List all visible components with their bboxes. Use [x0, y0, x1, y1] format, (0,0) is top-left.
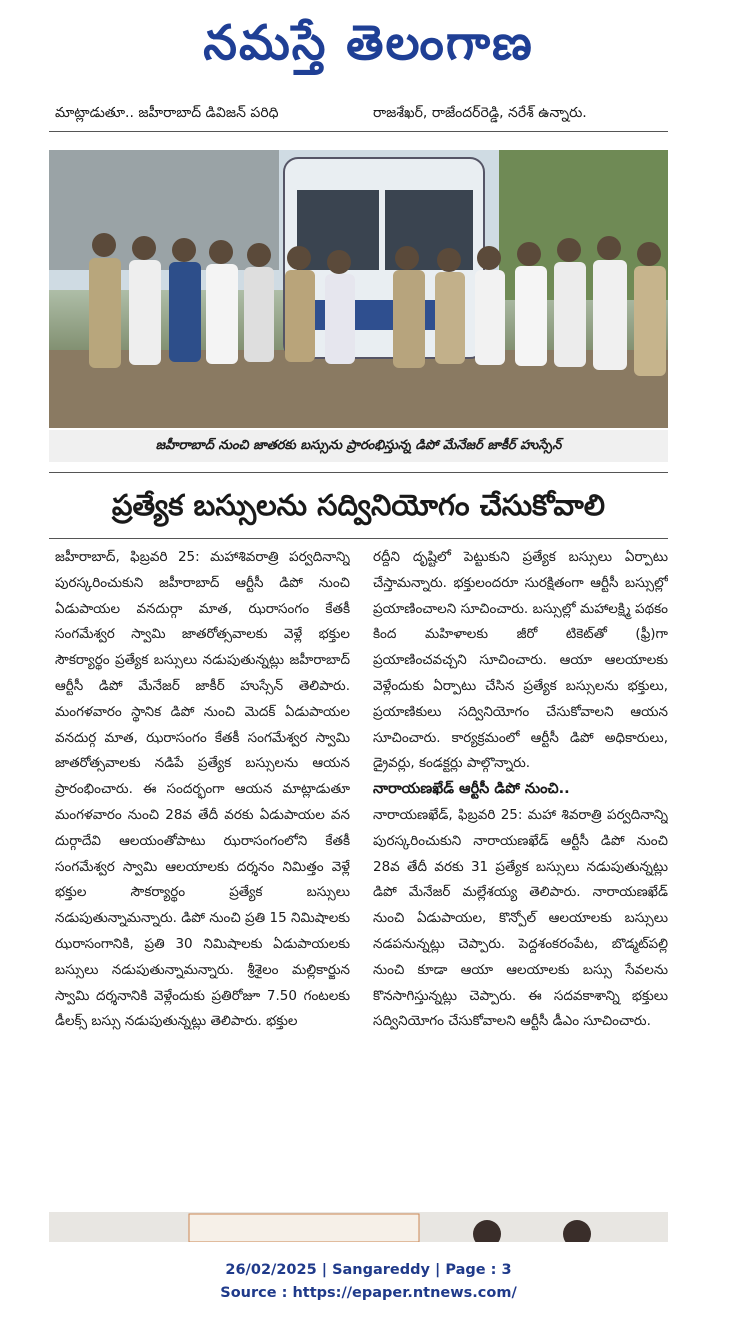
photo-caption: జహీరాబాద్ నుంచి జాతరకు బస్సును ప్రారంభిస్తున్న డిపో మేనేజర్ జాకీర్ హుస్సేన్	[49, 430, 668, 462]
article-subhead: నారాయణఖేడ్ ఆర్టీసీ డిపో నుంచి..	[373, 781, 570, 798]
article-paragraph: నారాయణఖేడ్, ఫిబ్రవరి 25: మహా శివరాత్రి పర్వదినాన్ని పురస్కరించుకుని నారాయణఖేడ్ ఆర్టీసీ డిపో నుంచి 28వ తేదీ వరకు 31 ప్రత్యేక బస్సులు నడుపుతున్నట్లు డిపో మేనేజర్ మల్లేశయ్య తెలిపారు. నారాయణఖేడ్ నుంచి ఏడుపాయల, కొన్పోల్ ఆలయాలకు బస్సులు నడపనున్నట్లు చెప్పారు. పెద్దశంకరంపేట, బొడ్మట్‌పల్లి నుంచి కూడా ఆయా ఆలయాలకు బస్సు సేవలను కొనసాగిస్తున్నట్లు చెప్పారు. ఈ సదవకాశాన్ని భక్తులు సద్వినియోగం చేసుకోవాలని ఆర్టీసీ డీఎం సూచించారు.	[373, 806, 668, 1030]
carryover-text-left: మాట్లాడుతూ.. జహీరాబాద్ డివిజన్ పరిధి	[55, 105, 279, 121]
newspaper-masthead: నమస్తే తెలంగాణ	[203, 15, 534, 71]
divider	[49, 131, 668, 132]
carryover-text-right: రాజశేఖర్, రాజేందర్‌రెడ్డి, నరేశ్ ఉన్నారు.	[373, 105, 587, 121]
partial-photo-strip	[49, 1212, 668, 1242]
news-photo	[49, 150, 668, 428]
article-column-left	[55, 545, 350, 1185]
article-column-right	[373, 545, 668, 1185]
divider	[49, 472, 668, 473]
article-paragraph: రద్దీని దృష్టిలో పెట్టుకుని ప్రత్యేక బస్సులు ఏర్పాటు చేస్తామన్నారు. భక్తులందరూ సురక్షితంగా ఆర్టీసీ బస్సుల్లో ప్రయాణించాలని సూచించారు. బస్సుల్లో మహాలక్ష్మి పథకం కింద మహిళాలకు జీరో టికెట్‌తో (ఫ్రీ)గా ప్రయాణించవచ్చని సూచించారు. ఆయా ఆలయాలకు వెళ్లేందుకు ఏర్పాటు చేసిన ప్రత్యేక బస్సులను భక్తులు, ప్రయాణికులు సద్వినియోగం చేసుకోవాలని ఆయన సూచించారు. కార్యక్రమంలో ఆర్టీసీ డిపో అధికారులు, డ్రైవర్లు, కండక్టర్లు పాల్గొన్నారు.	[373, 549, 668, 772]
bus-launch-photo-illustration	[49, 150, 668, 428]
article-paragraph: జహీరాబాద్, ఫిబ్రవరి 25: మహాశివరాత్రి పర్వదినాన్ని పురస్కరించుకుని జహీరాబాద్ ఆర్టీసీ డిపో నుంచి ఏడుపాయల వనదుర్గా మాత, ఝరాసంగం కేతకీ సంగమేశ్వర స్వామి జాతరోత్సవాలకు వెళ్లే భక్తుల సౌకర్యార్థం ప్రత్యేక బస్సులు నడుపుతున్నట్లు జహీరాబాద్ ఆర్టీసీ డిపో మేనేజర్ జాకీర్ హుస్సేన్ తెలిపారు. మంగళవారం స్థానిక డిపో నుంచి మెదక్ ఏడుపాయల వనదుర్గ మాత, ఝరాసంగం కేతకీ సంగమేశ్వర స్వామి జాతరోత్సవాలకు నడిపే ప్రత్యేక బస్సులను ఆయన ప్రారంభించారు. ఈ సందర్భంగా ఆయన మాట్లాడుతూ మంగళవారం నుంచి 28వ తేదీ వరకు ఏడుపాయల వన దుర్గాదేవి ఆలయంతోపాటు ఝరాసంగంలోని కేతకీ సంగమేశ్వర స్వామి ఆలయాలకు దర్శనం నిమిత్తం వెళ్లే భక్తుల సౌకర్యార్థం ప్రత్యేక బస్సులు నడుపుతున్నామన్నారు. డిపో నుంచి ప్రతి 15 నిమిషాలకు ఝరాసంగానికి, ప్రతి 30 నిమిషాలకు ఏడుపాయలకు బస్సులు నడుపుతున్నామన్నారు. శ్రీశైలం మల్లికార్జున స్వామి దర్శనానికి వెళ్లేందుకు ప్రతిరోజూ 7.50 గంటలకు డీలక్స్ బస్సు నడుపుతున్నట్లు తెలిపారు. భక్తుల	[55, 549, 350, 1030]
next-article-image-edge	[49, 1212, 668, 1242]
footer-source-link[interactable]: Source : https://epaper.ntnews.com/	[220, 1285, 517, 1301]
article-headline: ప్రత్యేక బస్సులను సద్వినియోగం చేసుకోవాలి	[111, 488, 606, 522]
footer-date-edition: 26/02/2025 | Sangareddy | Page : 3	[225, 1262, 512, 1278]
divider	[49, 538, 668, 539]
